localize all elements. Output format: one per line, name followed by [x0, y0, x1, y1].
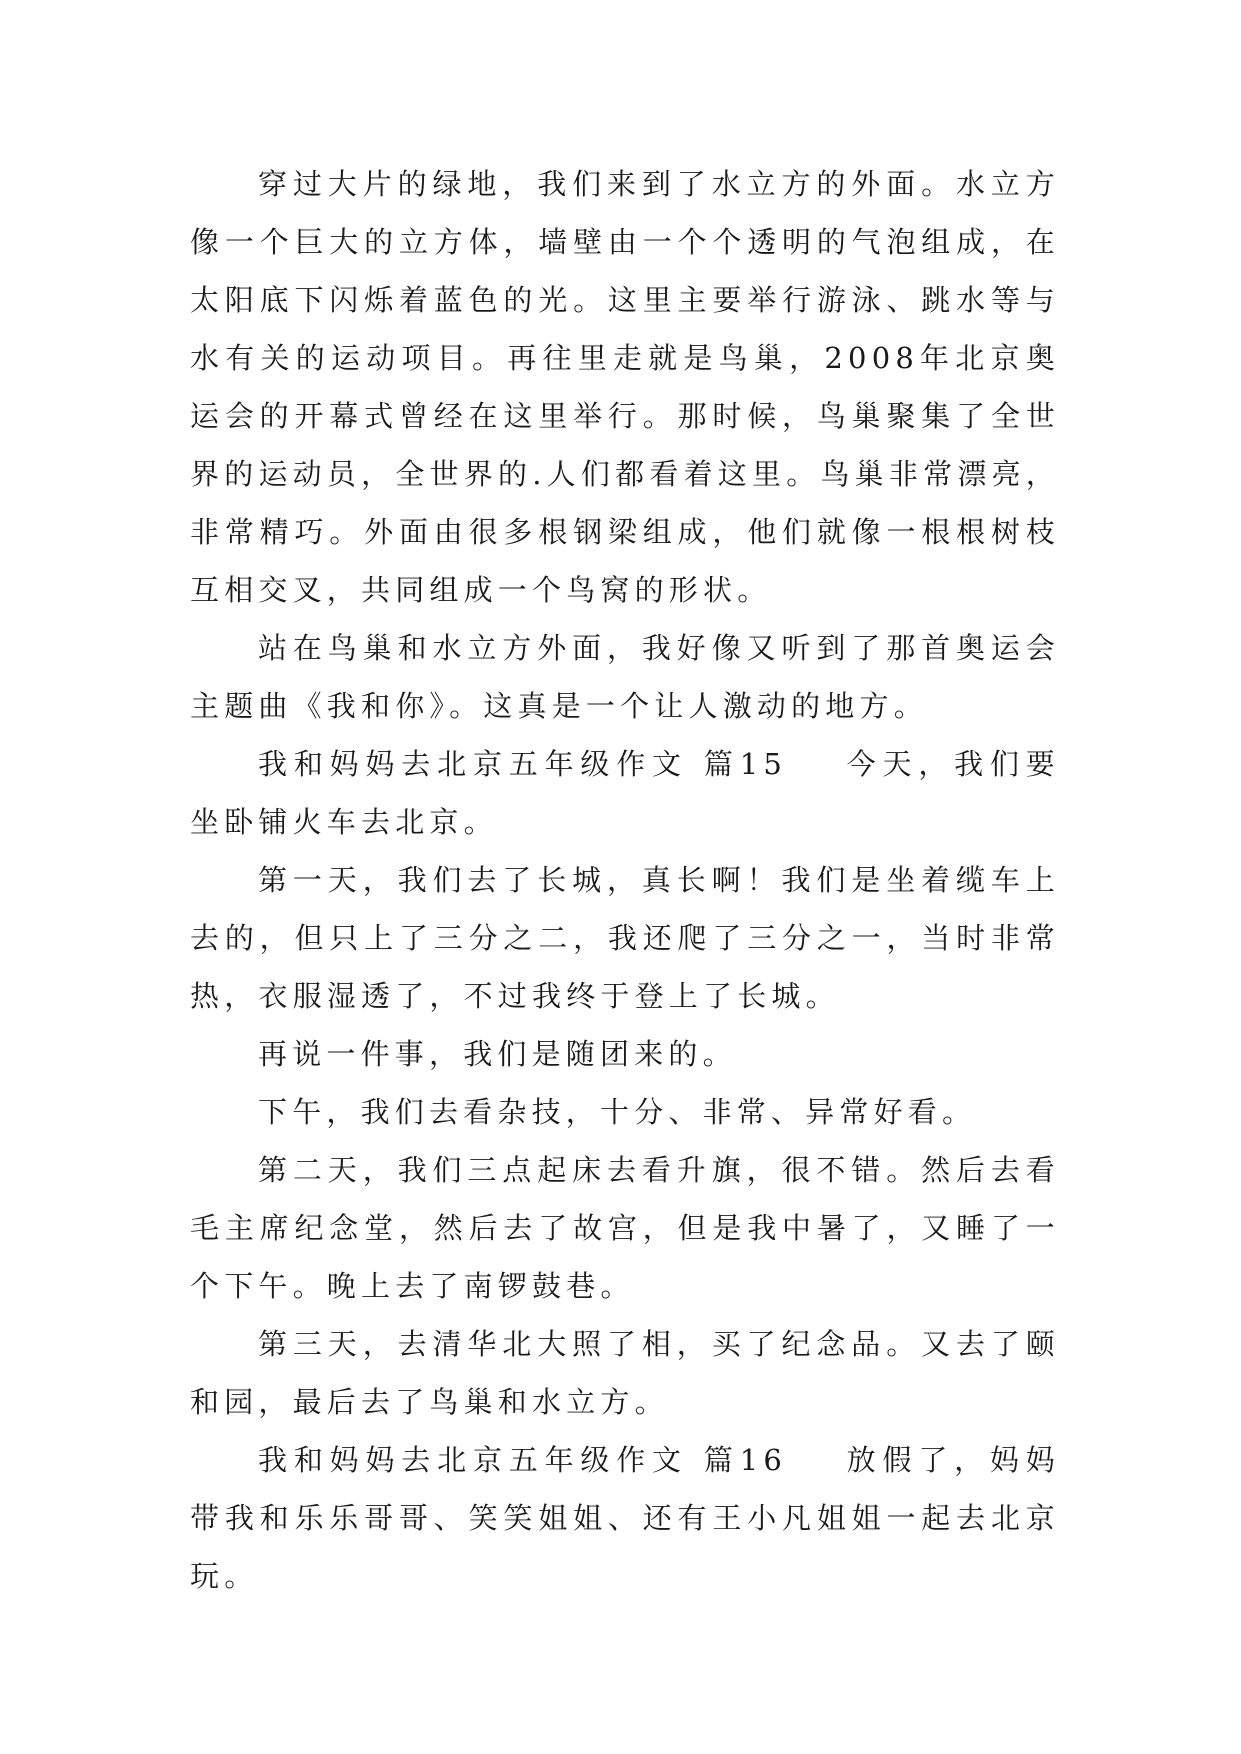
paragraph [190, 1025, 1060, 1083]
paragraph [190, 1431, 1060, 1605]
paragraph [190, 735, 1060, 851]
section-heading: 我和妈妈去北京五年级作文 篇15 [258, 747, 788, 781]
paragraph-text: 第三天，去清华北大照了相，买了纪念品。又去了颐和园，最后去了鸟巢和水立方。 [190, 1327, 1060, 1419]
paragraph [190, 619, 1060, 735]
paragraph [190, 1315, 1060, 1431]
document-body [190, 155, 1060, 1605]
paragraph [190, 1083, 1060, 1141]
paragraph [190, 1141, 1060, 1315]
paragraph [190, 155, 1060, 619]
paragraph-text: 再说一件事，我们是随团来的。 [258, 1037, 737, 1071]
paragraph-text: 第二天，我们三点起床去看升旗，很不错。然后去看毛主席纪念堂，然后去了故宫，但是我中暑了，又睡了一个下午。晚上去了南锣鼓巷。 [190, 1153, 1060, 1303]
paragraph-text: 下午，我们去看杂技，十分、非常、异常好看。 [258, 1095, 977, 1129]
paragraph-text: 站在鸟巢和水立方外面，我好像又听到了那首奥运会主题曲《我和你》。这真是一个让人激动的地方。 [190, 631, 1060, 723]
paragraph-text: 今天，我们要坐卧铺火车去北京。 [190, 747, 1061, 839]
section-heading: 我和妈妈去北京五年级作文 篇16 [258, 1443, 788, 1477]
paragraph-text: 穿过大片的绿地，我们来到了水立方的外面。水立方像一个巨大的立方体，墙壁由一个个透明的气泡组成，在太阳底下闪烁着蓝色的光。这里主要举行游泳、跳水等与水有关的运动项目。再往里走就是鸟巢，2008年北京奥运会的开幕式曾经在这里举行。那时候，鸟巢聚集了全世界的运动员，全世界的.人们都看着这里。鸟巢非常漂亮，非常精巧。外面由很多根钢梁组成，他们就像一根根树枝互相交叉，共同组成一个鸟窝的形状。 [190, 167, 1060, 607]
paragraph-text: 第一天，我们去了长城，真长啊！我们是坐着缆车上去的，但只上了三分之二，我还爬了三分之一，当时非常热，衣服湿透了，不过我终于登上了长城。 [190, 863, 1060, 1013]
paragraph-text: 放假了，妈妈带我和乐乐哥哥、笑笑姐姐、还有王小凡姐姐一起去北京玩。 [190, 1443, 1061, 1593]
paragraph [190, 851, 1060, 1025]
